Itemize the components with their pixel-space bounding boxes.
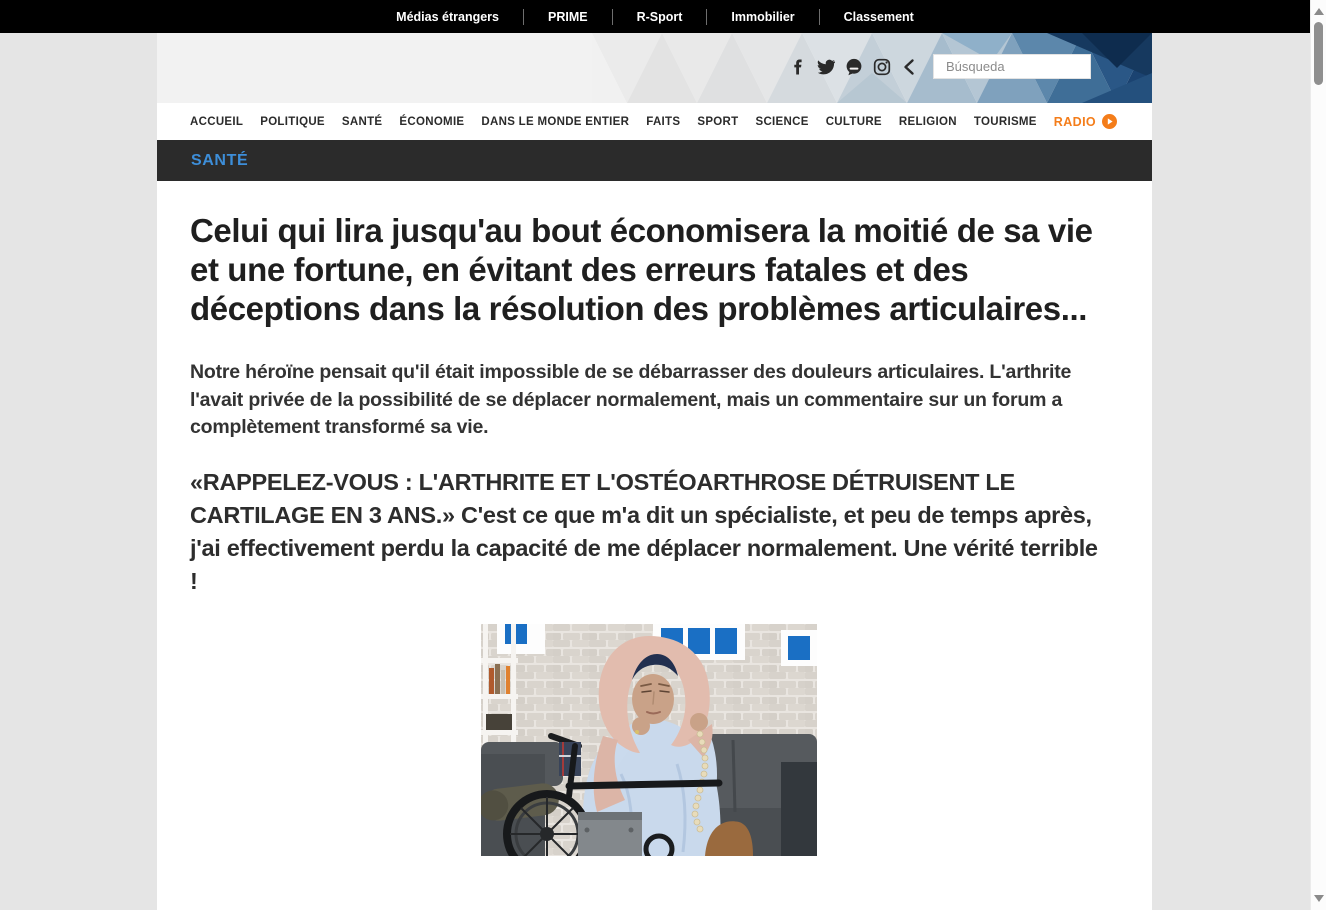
nav-item-accueil[interactable]: ACCUEIL [190, 115, 244, 128]
content-column [157, 33, 1152, 910]
nav-item-sante[interactable]: SANTÉ [341, 115, 383, 128]
search-input[interactable] [933, 54, 1091, 79]
topbar-item-r-sport[interactable]: R-Sport [636, 9, 683, 24]
nav-item-monde[interactable]: DANS LE MONDE ENTIER [481, 115, 630, 128]
scrollbar-track[interactable] [1310, 0, 1326, 910]
site-header [157, 33, 1152, 103]
back-chevron-icon[interactable] [901, 58, 919, 76]
category-label[interactable]: SANTÉ [191, 151, 249, 169]
topbar-item-medias-etrangers[interactable]: Médias étrangers [396, 9, 499, 24]
article-lead-paragraph: Notre héroïne pensait qu'il était impossible de se débarrasser des douleurs articulaires. L'arthrite l'avait privée de la possibilité de se déplacer normalement, mais un commentaire sur un forum a complètement transformé sa vie. [190, 361, 1072, 438]
nav-item-science[interactable]: SCIENCE [755, 115, 809, 128]
radio-label: RADIO [1053, 114, 1097, 129]
nav-item-tourisme[interactable]: TOURISME [973, 115, 1037, 128]
social-icons-row [789, 58, 919, 76]
article-headline: Celui qui lira jusqu'au bout économisera la moitié de sa vie et une fortune, en évitant des erreurs fatales et des déceptions dans la résolution des problèmes articulaires... [190, 212, 1093, 327]
nav-item-politique[interactable]: POLITIQUE [260, 115, 325, 128]
instagram-icon[interactable] [873, 58, 891, 76]
category-bar [157, 140, 1152, 181]
topbar-item-immobilier[interactable]: Immobilier [731, 9, 795, 24]
article-quote-paragraph: «RAPPELEZ-VOUS : L'ARTHRITE ET L'OSTÉOARTHROSE DÉTRUISENT LE CARTILAGE EN 3 ANS.» C'est ce que m'a dit un spécialiste, et peu de temps après, j'ai effectivement perdu la capacité de me déplacer normalement. Une vérité terrible ! [190, 468, 1098, 594]
main-navigation [157, 103, 1152, 140]
top-menu-bar [0, 0, 1310, 33]
radio-link[interactable] [1054, 114, 1117, 129]
scrollbar-up-arrow-icon[interactable] [1314, 8, 1324, 15]
nav-item-economie[interactable]: ÉCONOMIE [399, 115, 465, 128]
woman-wheelchair-illustration [481, 624, 817, 856]
twitter-icon[interactable] [817, 58, 835, 76]
topbar-item-classement[interactable]: Classement [843, 9, 914, 24]
topbar-item-prime[interactable]: PRIME [548, 9, 588, 24]
facebook-icon[interactable] [789, 58, 807, 76]
scrollbar-thumb[interactable] [1314, 22, 1323, 85]
radio-play-icon [1102, 114, 1117, 129]
scrollbar-down-arrow-icon[interactable] [1314, 895, 1324, 902]
nav-item-culture[interactable]: CULTURE [825, 115, 882, 128]
article-photo [481, 624, 817, 856]
nav-item-sport[interactable]: SPORT [697, 115, 739, 128]
nav-item-faits[interactable]: FAITS [646, 115, 681, 128]
article-body [157, 181, 1152, 874]
messenger-bubble-icon[interactable] [845, 58, 863, 76]
nav-item-religion[interactable]: RELIGION [898, 115, 957, 128]
